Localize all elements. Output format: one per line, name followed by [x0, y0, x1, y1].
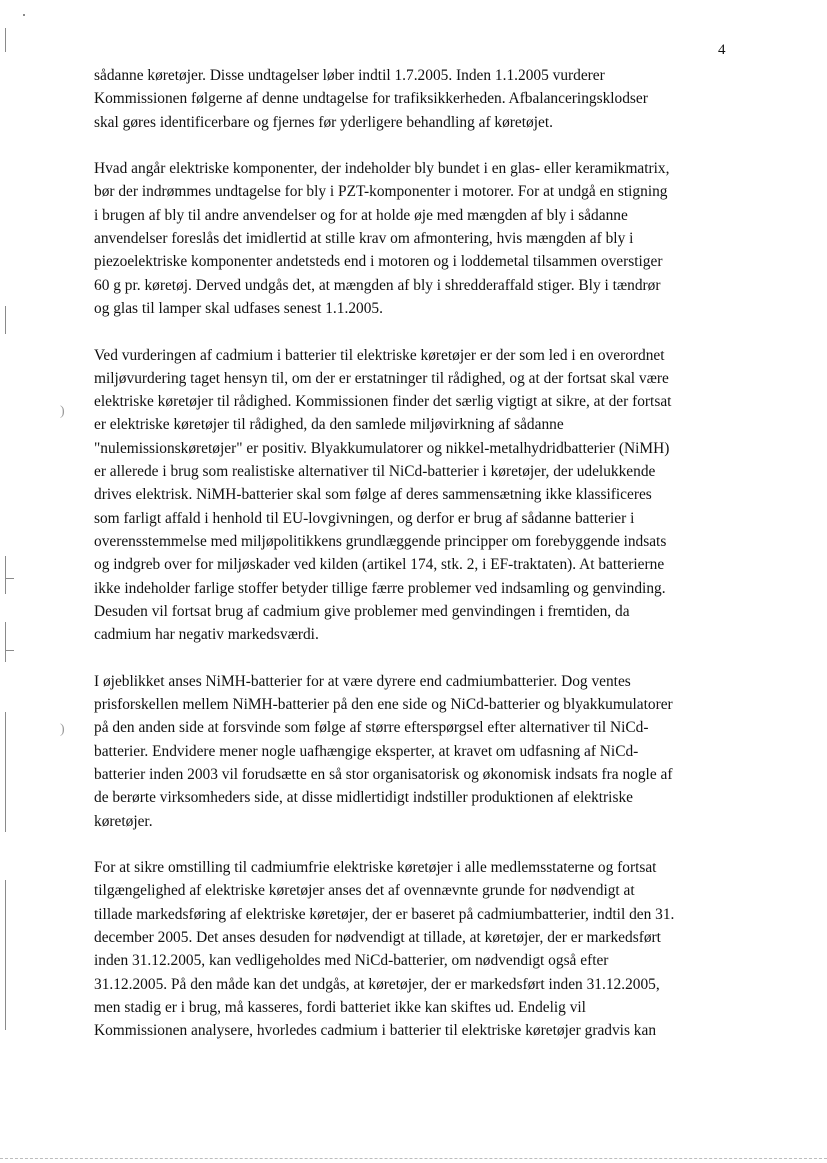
scan-margin-line [5, 556, 6, 594]
text-line: piezoelektriske komponenter andetsteds end i motoren og i loddemetal tilsammen overstiger [94, 253, 663, 271]
text-line: som farligt affald i henhold til EU-lovgivningen, og derfor er brug af sådanne batterier i [94, 509, 635, 527]
text-line: batterier. Endvidere mener nogle uafhængige eksperter, at kravet om udfasning af NiCd- [94, 742, 639, 760]
text-line: er elektriske køretøjer til rådighed, da den samlede miljøvirkning af sådanne [94, 416, 564, 434]
document-body [94, 64, 734, 1042]
text-line: Kommissionen analysere, hvorledes cadmium i batterier til elektriske køretøjer gradvis kan [94, 1022, 657, 1040]
text-line: på den anden side at forsvinde som følge af større efterspørgsel efter alternativer til NiCd- [94, 719, 649, 737]
text-line: Desuden vil fortsat brug af cadmium give problemer med genvindingen i fremtiden, da [94, 602, 630, 620]
paragraph [94, 670, 734, 833]
text-line: inden 31.12.2005, kan vedligeholdes med NiCd-batterier, om nødvendigt også efter [94, 952, 609, 970]
text-line: batterier inden 2003 vil forudsætte en så stor organisatorisk og økonomisk indsats fra nogle af [94, 765, 673, 783]
text-line: overensstemmelse med miljøpolitikkens grundlæggende principper om forebyggende indsats [94, 532, 667, 550]
paragraph [94, 344, 734, 647]
text-line: drives elektrisk. NiMH-batterier skal som følge af deres sammensætning ikke klassificeres [94, 486, 652, 504]
text-line: cadmium har negativ markedsværdi. [94, 626, 319, 644]
scan-margin-line [5, 622, 6, 662]
scan-margin-tick [5, 578, 14, 579]
scan-margin-line [5, 306, 6, 334]
text-line: 31.12.2005. På den måde kan det undgås, at køretøjer, der er markedsført inden 31.12.2005, [94, 975, 660, 993]
text-line: de berørte virksomheders side, at disse midlertidigt indstiller produktionen af elektriske [94, 789, 633, 807]
paragraph-gap [94, 833, 734, 856]
paragraph [94, 856, 734, 1042]
text-line: tilgængelighed af elektriske køretøjer anses det af ovennævnte grunde for nødvendigt at [94, 882, 635, 900]
text-line: "nulemissionskøretøjer" er positiv. Blyakkumulatorer og nikkel-metalhydridbatterier (NiMH) [94, 439, 670, 457]
text-line: og glas til lamper skal udfases senest 1.1.2005. [94, 299, 383, 317]
text-line: prisforskellen mellem NiMH-batterier på den ene side og NiCd-batterier og blyakkumulatorer [94, 696, 673, 714]
text-line: køretøjer. [94, 812, 153, 830]
text-line: elektriske køretøjer til rådighed. Kommissionen finder det særlig vigtigt at sikre, at der fortsat [94, 393, 672, 411]
text-line: skal gøres identificerbare og fjernes før yderligere behandling af køretøjet. [94, 113, 553, 131]
scan-paren-mark: ) [60, 404, 65, 419]
scan-margin-line [5, 712, 6, 832]
text-line: i brugen af bly til andre anvendelser og for at holde øje med mængden af bly i sådanne [94, 206, 628, 224]
scan-margin-tick [5, 650, 14, 651]
text-line: For at sikre omstilling til cadmiumfrie elektriske køretøjer i alle medlemsstaterne og fortsat [94, 859, 657, 877]
scan-margin-dot [23, 14, 25, 16]
text-line: ikke indeholder farlige stoffer betyder tillige færre problemer ved indsamling og genvinding. [94, 579, 666, 597]
text-line: er allerede i brug som realistiske alternativer til NiCd-batterier i køretøjer, der udelukkende [94, 463, 656, 481]
text-line: sådanne køretøjer. Disse undtagelser løber indtil 1.7.2005. Inden 1.1.2005 vurderer [94, 67, 605, 84]
page-number: 4 [718, 42, 726, 58]
text-line: bør der indrømmes undtagelse for bly i PZT-komponenter i motorer. For at undgå en stigning [94, 183, 668, 201]
text-line: december 2005. Det anses desuden for nødvendigt at tillade, at køretøjer, der er markedsført [94, 928, 661, 946]
text-line: Ved vurderingen af cadmium i batterier til elektriske køretøjer er der som led i en overordnet [94, 346, 665, 364]
text-line: men stadig er i brug, må kasseres, fordi batteriet ikke kan skiftes ud. Endelig vil [94, 998, 586, 1016]
paragraph [94, 157, 734, 320]
text-line: miljøvurdering taget hensyn til, om der er erstatninger til rådighed, og at der fortsat skal være [94, 369, 669, 387]
text-line: I øjeblikket anses NiMH-batterier for at være dyrere end cadmiumbatterier. Dog ventes [94, 672, 631, 690]
paragraph [94, 64, 734, 134]
text-line: Kommissionen følgerne af denne undtagelse for trafiksikkerheden. Afbalanceringsklodser [94, 90, 648, 108]
paragraph-gap [94, 134, 734, 157]
paragraph-gap [94, 646, 734, 669]
text-line: anvendelser foreslås det imidlertid at stille krav om afmontering, hvis mængden af bly i [94, 230, 634, 248]
text-line: tillade markedsføring af elektriske køretøjer, der er baseret på cadmiumbatterier, indtil den 31. [94, 905, 675, 923]
scan-paren-mark: ) [60, 722, 65, 737]
text-line: 60 g pr. køretøj. Derved undgås det, at mængden af bly i shredderaffald stiger. Bly i tændrør [94, 276, 661, 294]
scan-bottom-edge [0, 1158, 827, 1159]
scan-margin-line [5, 880, 6, 1030]
scan-margin-line [5, 28, 6, 52]
paragraph-gap [94, 320, 734, 343]
text-line: Hvad angår elektriske komponenter, der indeholder bly bundet i en glas- eller keramikmatrix, [94, 160, 670, 178]
text-line: og indgreb over for miljøskader ved kilden (artikel 174, stk. 2, i EF-traktaten). At batterierne [94, 556, 665, 574]
